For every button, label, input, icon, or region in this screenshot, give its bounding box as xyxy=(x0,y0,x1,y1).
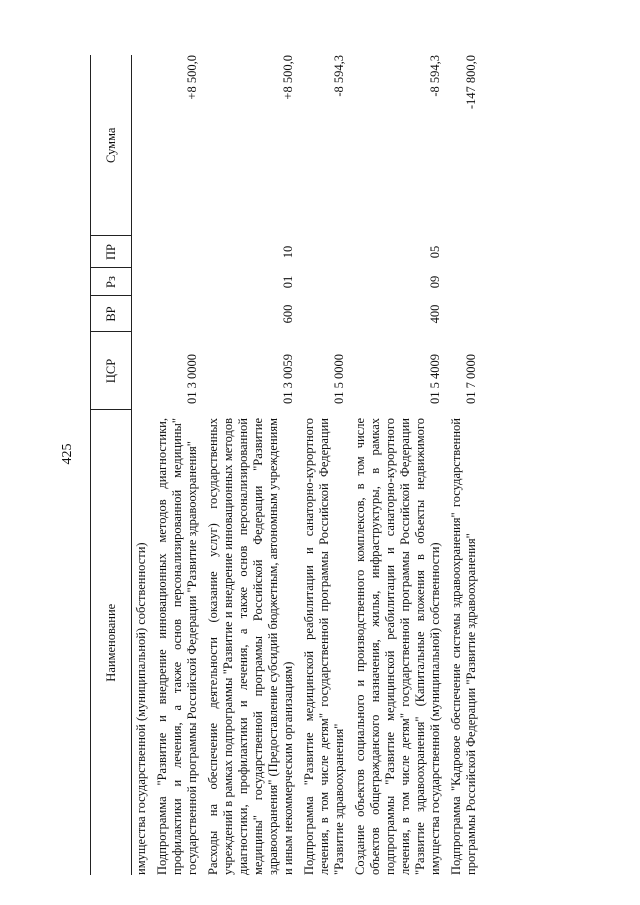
row-rz xyxy=(132,268,150,296)
row-name: Подпрограмма "Развитие медицинской реабилитации и санаторно-курортного лечения, в том числе детям" государственной программы Российской Федерации "Развитие здравоохранения" xyxy=(302,418,346,875)
row-pr: 10 xyxy=(281,245,295,259)
header-row xyxy=(91,55,132,875)
page-number: 425 xyxy=(60,443,75,465)
row-vr xyxy=(443,296,479,332)
header-sum: Сумма xyxy=(91,55,132,236)
row-vr xyxy=(296,296,347,332)
row-name: Создание объектов социального и производственного комплексов, в том числе объектов общегражданского назначения, жилья, инфраструктуры, в рамках подпрограммы "Развитие медицинской реабилитации и санаторно-курортного лечения, в том числе детям" государственной программы Российской Федерации "Развитие здравоохранения" (Капитальные вложения в объекты недвижимого имущества государственной (муниципальной) собственности) xyxy=(353,418,442,875)
row-sum: +8 500,0 xyxy=(185,55,199,100)
row-rz: 01 xyxy=(281,275,295,289)
row-vr: 600 xyxy=(281,304,295,324)
row-sum: -8 594,3 xyxy=(332,55,346,97)
row-csr: 01 5 0000 xyxy=(332,354,346,404)
row-csr: 01 3 0000 xyxy=(185,354,199,404)
row-csr xyxy=(132,332,150,410)
header-name: Наименование xyxy=(91,410,132,875)
row-name: Подпрограмма "Развитие и внедрение инновационных методов диагностики, профилактики и лечения, а также основ персонализированной медицины" государственной программы Российской Федерации "Развитие здравоохранения" xyxy=(155,418,199,875)
row-name: имущества государственной (муниципальной) собственности) xyxy=(134,542,148,875)
row-rz xyxy=(443,268,479,296)
row-vr xyxy=(149,296,200,332)
header-pr: ПР xyxy=(91,236,132,268)
row-sum: -8 594,3 xyxy=(428,55,442,97)
table-row xyxy=(443,55,479,875)
table-row xyxy=(200,55,296,875)
header-vr: ВР xyxy=(91,296,132,332)
row-rz xyxy=(296,268,347,296)
row-name: Расходы на обеспечение деятельности (оказание услуг) государственных учреждений в рамках подпрограммы "Развитие и внедрение инновационных методов диагностики, профилактики и лечения, а также основ персонализированной медицины" государственной программы Российской Федерации "Развитие здравоохранения" (Предоставление субсидий бюджетным, автономным учреждениям и иным некоммерческим организациям) xyxy=(206,418,295,875)
row-csr: 01 5 4009 xyxy=(428,354,442,404)
rotated-page xyxy=(90,25,610,875)
row-pr xyxy=(132,236,150,268)
row-sum: -147 800,0 xyxy=(464,55,478,110)
budget-table xyxy=(90,55,479,875)
header-csr: ЦСР xyxy=(91,332,132,410)
row-rz: 09 xyxy=(428,275,442,289)
table-row xyxy=(149,55,200,875)
row-pr: 05 xyxy=(428,245,442,259)
row-vr: 400 xyxy=(428,304,442,324)
row-pr xyxy=(443,236,479,268)
table-row xyxy=(296,55,347,875)
row-sum: +8 500,0 xyxy=(281,55,295,100)
table-row xyxy=(132,55,150,875)
row-name: Подпрограмма "Кадровое обеспечение системы здравоохранения" государственной программы Российской Федерации "Развитие здравоохранения" xyxy=(449,418,478,875)
row-pr xyxy=(149,236,200,268)
row-csr: 01 7 0000 xyxy=(464,354,478,404)
table-row xyxy=(347,55,443,875)
row-vr xyxy=(132,296,150,332)
row-sum xyxy=(132,55,150,236)
row-rz xyxy=(149,268,200,296)
header-rz: Рз xyxy=(91,268,132,296)
row-csr: 01 3 0059 xyxy=(281,354,295,404)
row-pr xyxy=(296,236,347,268)
